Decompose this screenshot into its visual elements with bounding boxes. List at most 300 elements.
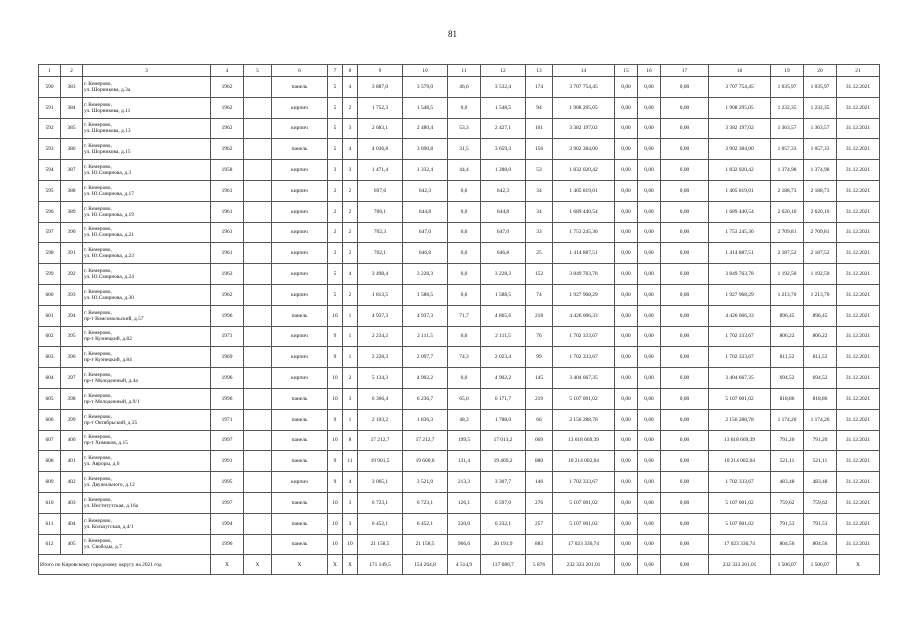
- table-cell: 0,00: [661, 326, 709, 347]
- table-cell: 0,00: [661, 305, 709, 326]
- table-cell: 0,00: [661, 139, 709, 160]
- address-line: г. Кемерово,: [84, 392, 112, 399]
- table-cell: 0,00: [615, 534, 638, 555]
- table-cell: [244, 77, 272, 98]
- table-cell: 0,0: [448, 180, 481, 201]
- total-cell: 5 876: [526, 555, 553, 575]
- table-cell: 2 188,73: [804, 180, 837, 201]
- table-cell: 669: [526, 430, 553, 451]
- table-cell: 3: [343, 118, 358, 139]
- table-cell: 9: [328, 472, 343, 493]
- table-cell: 759,62: [804, 492, 837, 513]
- table-cell: 6 723,1: [358, 492, 403, 513]
- table-cell: 387: [61, 160, 83, 181]
- table-row: [39, 430, 880, 451]
- table-cell: 1962: [211, 139, 244, 160]
- table-cell: 101: [526, 118, 553, 139]
- column-header: 7: [328, 65, 343, 77]
- table-cell: 2 480,4: [403, 118, 448, 139]
- table-row: [39, 347, 880, 368]
- table-cell: 0,00: [661, 534, 709, 555]
- table-cell: 385: [61, 118, 83, 139]
- table-cell: 966,6: [448, 534, 481, 555]
- table-cell: [83, 347, 211, 368]
- table-cell: 399: [61, 409, 83, 430]
- table-cell: 0,00: [615, 139, 638, 160]
- table-cell: 405: [61, 534, 83, 555]
- table-cell: [83, 139, 211, 160]
- table-cell: 31.12.2021: [837, 118, 880, 139]
- address-line: г. Кемерово,: [84, 351, 112, 358]
- table-cell: 10 214 002,04: [709, 451, 771, 472]
- table-cell: 1 405 819,01: [709, 180, 771, 201]
- table-cell: [83, 513, 211, 534]
- table-cell: [244, 97, 272, 118]
- table-cell: 2 683,1: [358, 118, 403, 139]
- table-cell: 396: [61, 347, 83, 368]
- table-cell: 74: [526, 284, 553, 305]
- table-cell: 1 057,33: [771, 139, 804, 160]
- table-cell: 694,52: [771, 368, 804, 389]
- column-header: 8: [343, 65, 358, 77]
- column-header: 17: [661, 65, 709, 77]
- table-cell: 0,0: [448, 326, 481, 347]
- table-cell: 17 023 336,74: [709, 534, 771, 555]
- table-cell: 1 057,33: [804, 139, 837, 160]
- table-cell: 610: [39, 492, 61, 513]
- table-cell: 389: [61, 201, 83, 222]
- table-cell: 0,00: [615, 305, 638, 326]
- total-cell: X: [837, 555, 880, 575]
- table-cell: [244, 284, 272, 305]
- table-cell: 0,00: [638, 451, 661, 472]
- table-cell: 1 836,3: [403, 409, 448, 430]
- table-cell: 1 405 819,01: [553, 180, 615, 201]
- table-cell: 4 937,3: [403, 305, 448, 326]
- table-cell: 400: [61, 430, 83, 451]
- table-cell: 10: [328, 492, 343, 513]
- table-cell: 10: [328, 430, 343, 451]
- table-cell: 0,00: [638, 118, 661, 139]
- table-cell: [244, 534, 272, 555]
- table-cell: 383: [61, 77, 83, 98]
- table-cell: 4 426 066,33: [553, 305, 615, 326]
- table-cell: 3 521,0: [403, 472, 448, 493]
- address-line: г. Кемерово,: [84, 247, 112, 254]
- table-cell: 1991: [211, 451, 244, 472]
- address-line: ул. Авроры, д.6: [84, 461, 120, 468]
- table-cell: 6 232,1: [481, 513, 526, 534]
- table-cell: [83, 97, 211, 118]
- table-cell: 3 382 197,02: [709, 118, 771, 139]
- table-cell: 6 452,1: [358, 513, 403, 534]
- table-cell: 0,00: [661, 451, 709, 472]
- column-header: 19: [771, 65, 804, 77]
- table-cell: 5: [328, 118, 343, 139]
- column-header: 14: [553, 65, 615, 77]
- table-cell: 31.12.2021: [837, 264, 880, 285]
- column-header: 11: [448, 65, 481, 77]
- column-header: 10: [403, 65, 448, 77]
- table-cell: [244, 409, 272, 430]
- table-cell: 896,45: [771, 305, 804, 326]
- table-cell: 647,0: [403, 222, 448, 243]
- table-cell: 384: [61, 97, 83, 118]
- table-cell: 1 702 333,67: [709, 326, 771, 347]
- table-cell: 0,0: [448, 97, 481, 118]
- table-cell: [244, 118, 272, 139]
- table-cell: 0,00: [638, 284, 661, 305]
- table-cell: 1995: [211, 472, 244, 493]
- table-cell: 1 363,57: [804, 118, 837, 139]
- total-cell: 154 264,8: [403, 555, 448, 575]
- table-cell: 1971: [211, 326, 244, 347]
- table-cell: 31.12.2021: [837, 513, 880, 534]
- table-cell: 883: [526, 534, 553, 555]
- table-cell: 0,00: [661, 180, 709, 201]
- table-cell: 0,00: [661, 409, 709, 430]
- table-cell: 10: [328, 534, 343, 555]
- table-cell: 1 288,0: [481, 160, 526, 181]
- address-line: г. Кемерово,: [84, 496, 112, 503]
- table-cell: 3 707 754,45: [709, 77, 771, 98]
- address-line: г. Кемерово,: [84, 288, 112, 295]
- total-cell: 0,00: [615, 555, 638, 575]
- table-cell: 3 579,0: [403, 77, 448, 98]
- column-header: 12: [481, 65, 526, 77]
- table-cell: 1 232,35: [771, 97, 804, 118]
- address-line: г. Кемерово,: [84, 101, 112, 108]
- address-line: пр-т Комсомольский, д.57: [84, 315, 144, 322]
- table-cell: 10: [328, 513, 343, 534]
- table-cell: 31.12.2021: [837, 326, 880, 347]
- table-cell: 2: [343, 222, 358, 243]
- table-cell: 99: [526, 347, 553, 368]
- table-cell: кирпич: [272, 264, 328, 285]
- table-row: [39, 492, 880, 513]
- table-cell: 806,22: [771, 326, 804, 347]
- table-cell: 6 236,7: [403, 388, 448, 409]
- column-header: 4: [211, 65, 244, 77]
- table-cell: 1963: [211, 264, 244, 285]
- table-cell: [244, 243, 272, 264]
- total-cell: X: [343, 555, 358, 575]
- table-cell: 8: [343, 430, 358, 451]
- table-row: [39, 472, 880, 493]
- table-cell: 131,4: [448, 451, 481, 472]
- table-cell: 4 937,3: [358, 305, 403, 326]
- address-line: г. Кемерово,: [84, 268, 112, 275]
- table-cell: [244, 492, 272, 513]
- table-cell: 3 849 763,78: [709, 264, 771, 285]
- table-cell: 596: [39, 201, 61, 222]
- total-cell: X: [211, 555, 244, 575]
- address-line: г. Кемерово,: [84, 538, 112, 545]
- total-cell: 1 506,07: [771, 555, 804, 575]
- table-cell: 1996: [211, 388, 244, 409]
- table-cell: 3 887,0: [358, 77, 403, 98]
- table-cell: 126,1: [448, 492, 481, 513]
- table-cell: 0,00: [638, 160, 661, 181]
- table-cell: 0,00: [661, 222, 709, 243]
- table-cell: 0,00: [638, 222, 661, 243]
- table-cell: 404: [61, 513, 83, 534]
- table-cell: 1 414 887,51: [709, 243, 771, 264]
- table-cell: 3 404 667,35: [553, 368, 615, 389]
- table-cell: 31.12.2021: [837, 222, 880, 243]
- table-cell: 2 103,2: [358, 409, 403, 430]
- table-cell: 597: [39, 222, 61, 243]
- table-cell: 2: [343, 243, 358, 264]
- table-cell: 791,53: [771, 513, 804, 534]
- table-cell: 386: [61, 139, 83, 160]
- table-cell: 5 107 001,02: [553, 492, 615, 513]
- table-cell: 21 158,5: [403, 534, 448, 555]
- address-line: пр-т Химиков, д.15: [84, 440, 128, 447]
- table-cell: 1: [343, 347, 358, 368]
- table-cell: 896,45: [804, 305, 837, 326]
- table-cell: 1 192,50: [804, 264, 837, 285]
- table-row: [39, 305, 880, 326]
- table-row: [39, 388, 880, 409]
- table-cell: 13 618 669,39: [553, 430, 615, 451]
- address-line: ул. Ю.Смирнова, д.19: [84, 211, 134, 218]
- table-cell: 31.12.2021: [837, 451, 880, 472]
- table-cell: 3 902 384,00: [553, 139, 615, 160]
- column-header: 9: [358, 65, 403, 77]
- table-cell: 48,3: [448, 409, 481, 430]
- table-cell: 806,22: [804, 326, 837, 347]
- column-header: 1: [39, 65, 61, 77]
- table-cell: 13 618 669,39: [709, 430, 771, 451]
- table-cell: 6 723,1: [403, 492, 448, 513]
- address-line: ул. Шорникова, д.13: [84, 128, 131, 135]
- table-cell: 17 212,7: [403, 430, 448, 451]
- table-cell: 1996: [211, 305, 244, 326]
- table-cell: 3 065,1: [358, 472, 403, 493]
- address-line: ул. Кольчугская, д.4/1: [84, 523, 134, 530]
- table-cell: 257: [526, 513, 553, 534]
- table-cell: [244, 430, 272, 451]
- table-cell: 611: [39, 513, 61, 534]
- table-cell: 19 469,2: [481, 451, 526, 472]
- table-cell: 5 107 001,02: [553, 388, 615, 409]
- table-cell: 1 813,5: [358, 284, 403, 305]
- table-cell: 3 849 763,78: [553, 264, 615, 285]
- table-cell: 804,56: [771, 534, 804, 555]
- table-cell: 31.12.2021: [837, 160, 880, 181]
- total-cell: 0,00: [661, 555, 709, 575]
- table-cell: 2 023,4: [481, 347, 526, 368]
- table-cell: 146: [526, 472, 553, 493]
- table-cell: 1 752,3: [358, 97, 403, 118]
- table-cell: 1 332,4: [403, 160, 448, 181]
- table-cell: 11: [343, 451, 358, 472]
- address-line: пр-т Молодежный, д.4а: [84, 378, 138, 385]
- table-cell: 1: [343, 305, 358, 326]
- address-line: ул. Ю.Смирнова, д.21: [84, 232, 134, 239]
- table-cell: кирпич: [272, 368, 328, 389]
- housing-register-table: [38, 64, 880, 575]
- table-cell: 0,00: [638, 388, 661, 409]
- table-cell: 1 588,5: [481, 284, 526, 305]
- column-number-row: [39, 65, 880, 77]
- address-line: г. Кемерово,: [84, 80, 112, 87]
- column-header: 13: [526, 65, 553, 77]
- table-cell: 402: [61, 472, 83, 493]
- table-cell: 74,3: [448, 347, 481, 368]
- table-cell: 0,00: [615, 388, 638, 409]
- total-cell: 0,00: [638, 555, 661, 575]
- address-line: ул. Институтская, д.16а: [84, 502, 139, 509]
- column-header: 2: [61, 65, 83, 77]
- table-cell: 0,00: [661, 160, 709, 181]
- table-cell: 1997: [211, 430, 244, 451]
- address-line: г. Кемерово,: [84, 330, 112, 337]
- table-cell: 394: [61, 305, 83, 326]
- table-cell: 10: [328, 368, 343, 389]
- table-cell: 3 902 384,00: [709, 139, 771, 160]
- column-header: 21: [837, 65, 880, 77]
- table-cell: 811,52: [804, 347, 837, 368]
- table-cell: кирпич: [272, 326, 328, 347]
- table-cell: [83, 118, 211, 139]
- table-cell: [83, 388, 211, 409]
- address-line: ул. Ю.Смирнова, д.30: [84, 294, 134, 301]
- table-cell: 0,00: [615, 264, 638, 285]
- page-number: 81: [448, 29, 457, 39]
- table-cell: 0,00: [661, 118, 709, 139]
- table-cell: 483,48: [804, 472, 837, 493]
- table-cell: [83, 284, 211, 305]
- table-cell: 3 532,4: [481, 77, 526, 98]
- table-cell: 0,00: [615, 160, 638, 181]
- table-cell: 0,00: [638, 368, 661, 389]
- table-cell: 5: [328, 97, 343, 118]
- table-cell: 0,00: [661, 264, 709, 285]
- table-cell: 9: [328, 451, 343, 472]
- address-line: ул. Шорникова, д.11: [84, 107, 131, 114]
- table-cell: [244, 305, 272, 326]
- table-cell: 152: [526, 264, 553, 285]
- table-cell: [244, 264, 272, 285]
- table-cell: 2: [343, 97, 358, 118]
- total-cell: X: [244, 555, 272, 575]
- table-cell: 31.12.2021: [837, 368, 880, 389]
- table-cell: 0,00: [661, 513, 709, 534]
- address-line: ул. Свободы, д.7: [84, 544, 122, 551]
- table-cell: 646,8: [481, 243, 526, 264]
- table-cell: 1 702 333,67: [709, 472, 771, 493]
- table-cell: 0,00: [661, 77, 709, 98]
- table-cell: 1 832 020,42: [709, 160, 771, 181]
- table-cell: 694,52: [804, 368, 837, 389]
- table-cell: 145: [526, 368, 553, 389]
- table-cell: 1996: [211, 534, 244, 555]
- table-cell: 4 902,2: [403, 368, 448, 389]
- table-cell: 76: [526, 326, 553, 347]
- address-line: ул. Ю.Смирнова, д.24: [84, 274, 134, 281]
- table-cell: [83, 368, 211, 389]
- table-cell: 1962: [211, 97, 244, 118]
- table-cell: кирпич: [272, 222, 328, 243]
- table-cell: 2: [343, 180, 358, 201]
- table-cell: 31.12.2021: [837, 77, 880, 98]
- table-cell: 0,00: [661, 430, 709, 451]
- address-line: г. Кемерово,: [84, 309, 112, 316]
- table-cell: 0,00: [615, 97, 638, 118]
- address-line: г. Кемерово,: [84, 184, 112, 191]
- table-cell: [83, 222, 211, 243]
- table-cell: 5: [328, 77, 343, 98]
- table-cell: 31.12.2021: [837, 180, 880, 201]
- table-cell: 0,0: [448, 368, 481, 389]
- table-cell: 0,0: [448, 201, 481, 222]
- table-cell: 94: [526, 97, 553, 118]
- table-cell: кирпич: [272, 243, 328, 264]
- table-cell: 702,1: [358, 243, 403, 264]
- table-cell: 31.12.2021: [837, 430, 880, 451]
- table-cell: 9: [328, 409, 343, 430]
- table-cell: 1961: [211, 201, 244, 222]
- table-cell: 31.12.2021: [837, 472, 880, 493]
- table-cell: 1: [343, 326, 358, 347]
- table-cell: 3 690,8: [403, 139, 448, 160]
- table-cell: панель: [272, 513, 328, 534]
- address-line: г. Кемерово,: [84, 226, 112, 233]
- address-line: пр-т Кузнецкий, д.82: [84, 336, 132, 343]
- table-cell: 1 788,0: [481, 409, 526, 430]
- table-cell: 3: [343, 513, 358, 534]
- table-cell: 1 689 440,54: [553, 201, 615, 222]
- table-cell: 0,00: [615, 409, 638, 430]
- column-header: 18: [709, 65, 771, 77]
- table-cell: кирпич: [272, 284, 328, 305]
- table-cell: 276: [526, 492, 553, 513]
- table-cell: 53: [526, 160, 553, 181]
- table-cell: 403: [61, 492, 83, 513]
- address-line: г. Кемерово,: [84, 164, 112, 171]
- table-cell: кирпич: [272, 201, 328, 222]
- table-cell: 5 107 001,02: [709, 388, 771, 409]
- table-cell: 1 374,98: [804, 160, 837, 181]
- total-cell: X: [328, 555, 343, 575]
- table-cell: 9: [328, 326, 343, 347]
- table-cell: панель: [272, 77, 328, 98]
- table-cell: 1961: [211, 243, 244, 264]
- table-cell: 0,00: [638, 513, 661, 534]
- table-cell: 1 213,70: [804, 284, 837, 305]
- table-cell: 19 600,6: [403, 451, 448, 472]
- table-cell: [244, 180, 272, 201]
- total-cell: 232 333 201,01: [709, 555, 771, 575]
- table-cell: 591: [39, 97, 61, 118]
- table-cell: 0,00: [615, 201, 638, 222]
- table-cell: 220,0: [448, 513, 481, 534]
- table-cell: 601: [39, 305, 61, 326]
- table-cell: 3 382 197,02: [553, 118, 615, 139]
- address-line: г. Кемерово,: [84, 372, 112, 379]
- table-cell: 791,20: [771, 430, 804, 451]
- table-cell: 1971: [211, 409, 244, 430]
- table-cell: 2 228,3: [358, 347, 403, 368]
- table-cell: 1: [343, 409, 358, 430]
- table-cell: [244, 368, 272, 389]
- table-cell: 5 107 001,02: [709, 513, 771, 534]
- table-cell: панель: [272, 430, 328, 451]
- table-cell: 1996: [211, 368, 244, 389]
- table-cell: 156: [526, 139, 553, 160]
